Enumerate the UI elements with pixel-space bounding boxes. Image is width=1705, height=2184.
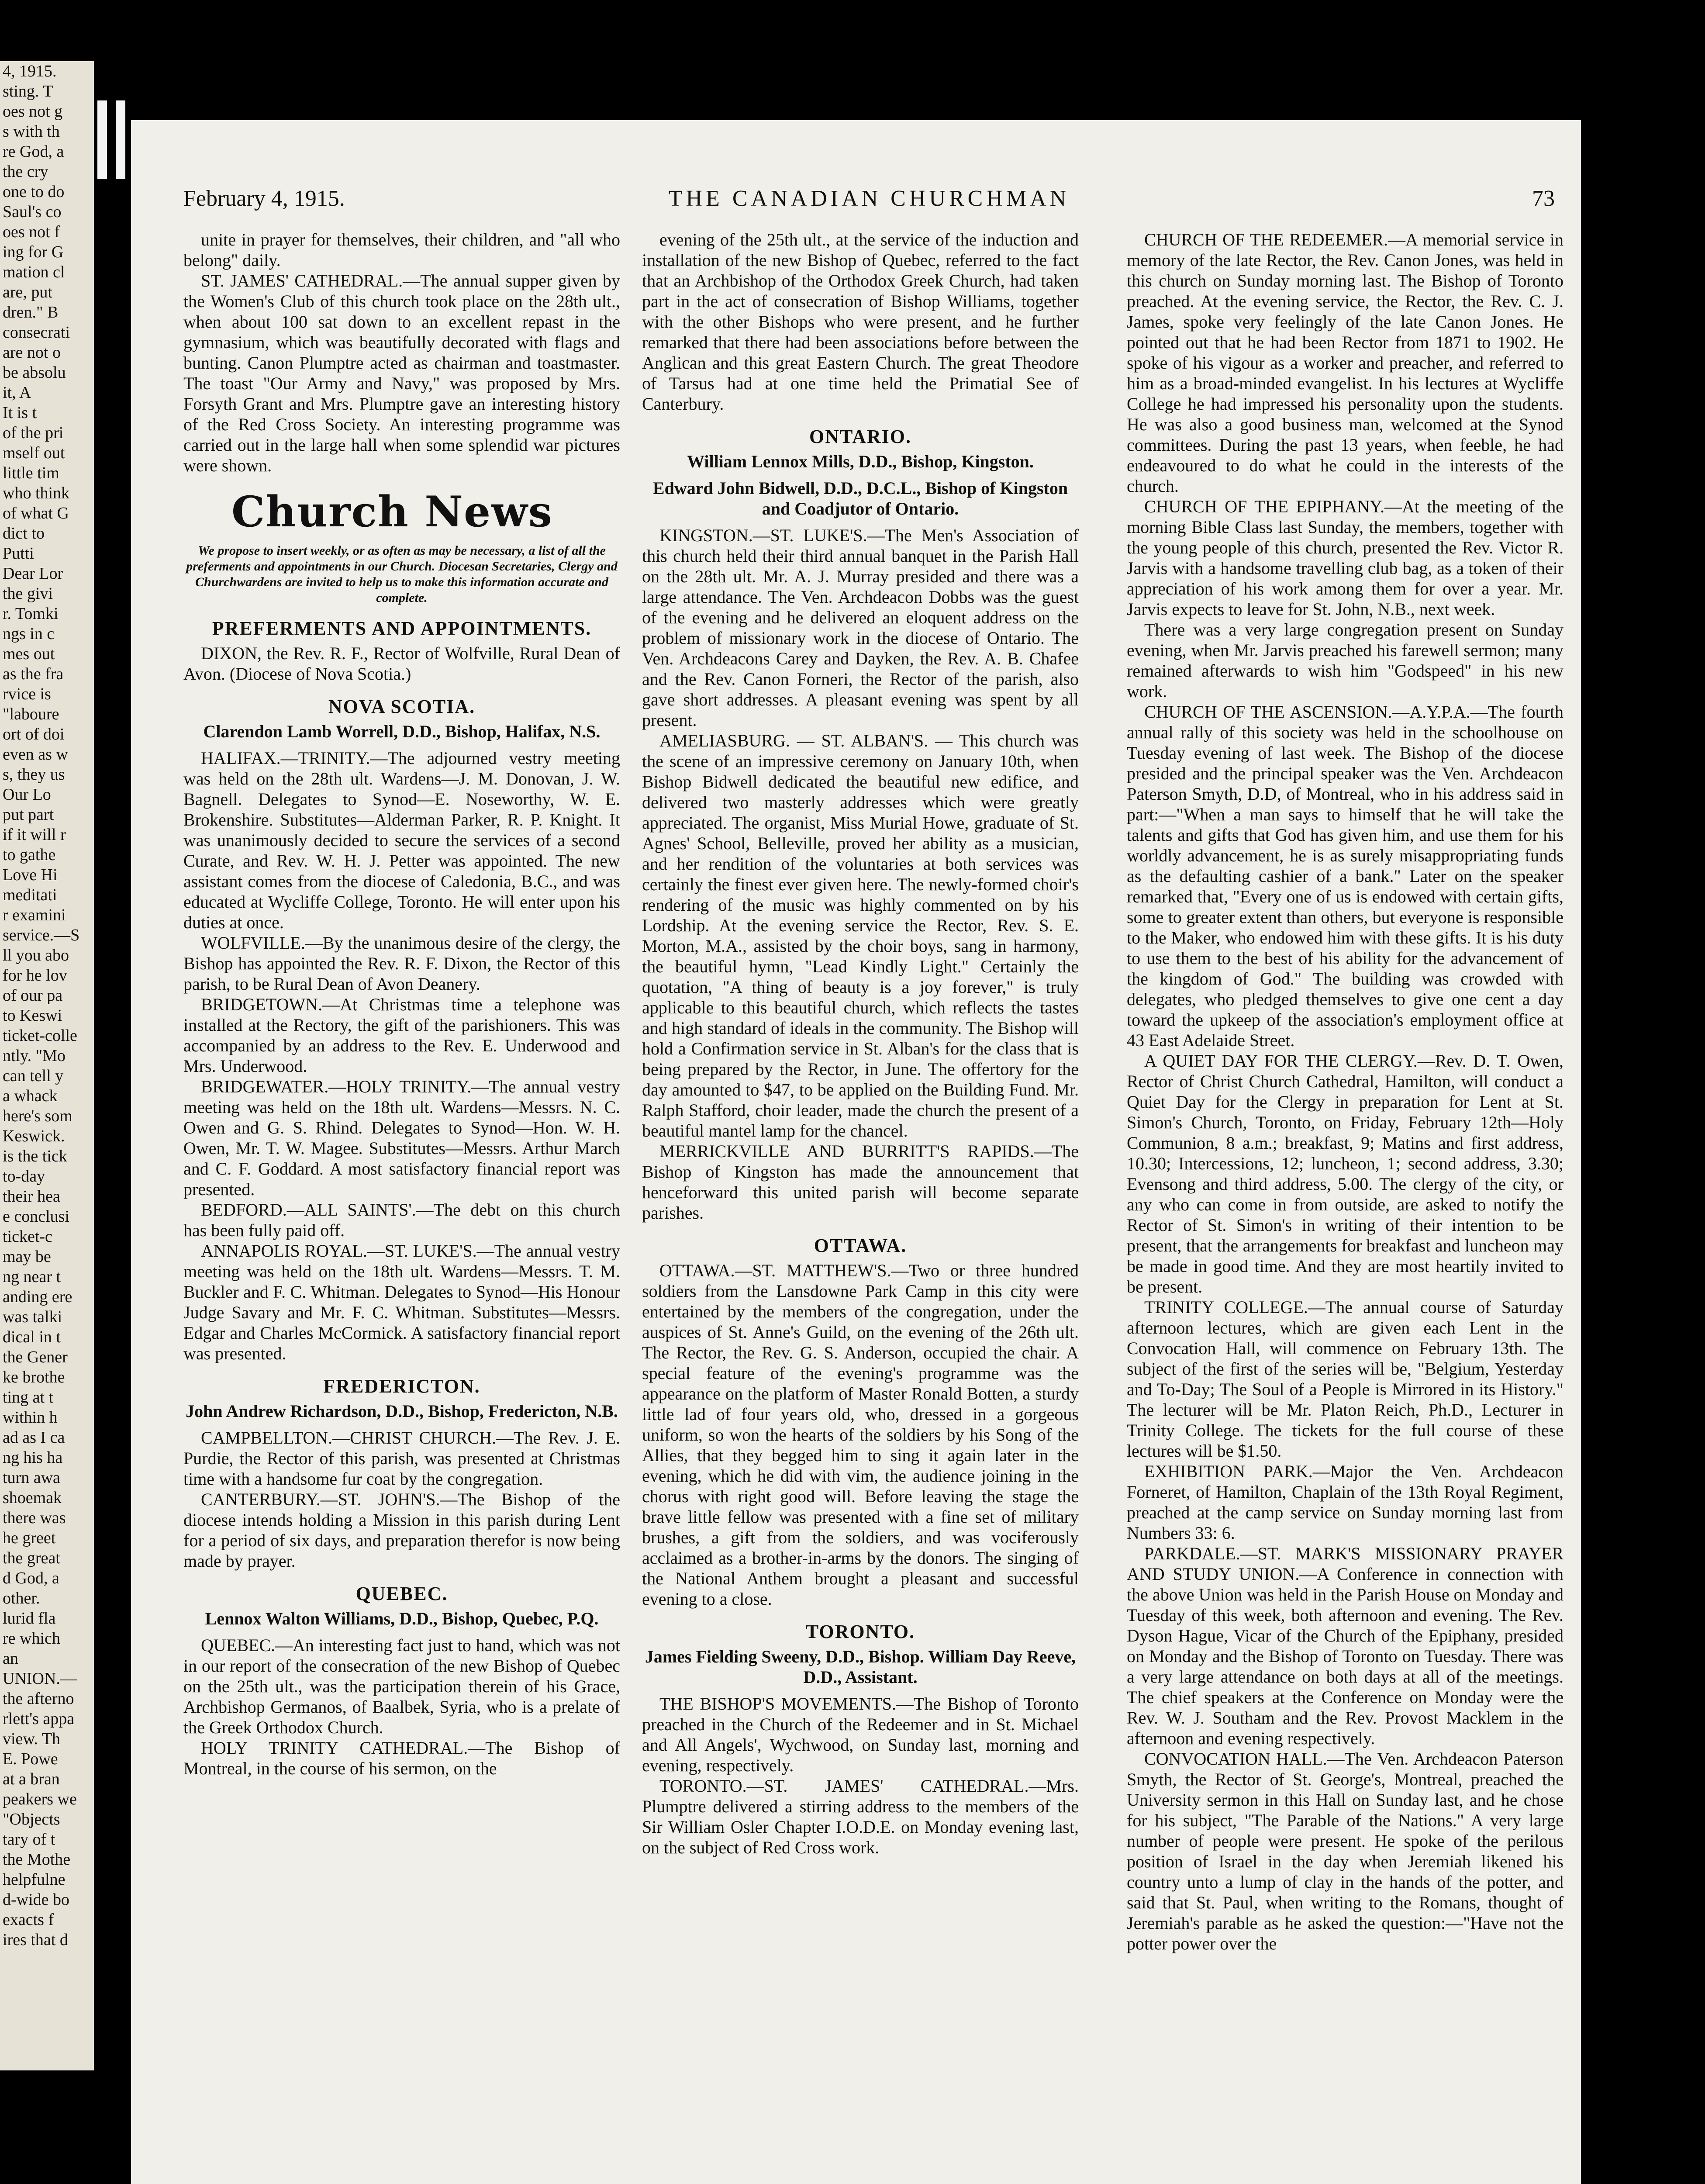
previous-page-line: r. Tomki	[3, 605, 59, 623]
previous-page-line: view. Th	[3, 1730, 60, 1748]
article-paragraph: BEDFORD.—ALL SAINTS'.—The debt on this church has been fully paid off.	[183, 1200, 620, 1240]
previous-page-line: ires that d	[3, 1931, 68, 1949]
previous-page-line: little tim	[3, 464, 59, 482]
previous-page-line: "laboure	[3, 705, 59, 723]
previous-page-line: for he lov	[3, 966, 67, 985]
page-header	[183, 186, 1555, 221]
previous-page-line: Putti	[3, 544, 34, 563]
article-paragraph: EXHIBITION PARK.—Major the Ven. Archdeacon Forneret, of Hamilton, Chaplain of the 13th Royal Regiment, preached at the camp service on Sunday morning last from Numbers 33: 6.	[1127, 1462, 1563, 1543]
previous-page-line: ad as I ca	[3, 1428, 65, 1447]
previous-page-line: can tell y	[3, 1067, 64, 1085]
previous-page-line: anding ere	[3, 1288, 72, 1306]
previous-page-line: Love Hi	[3, 866, 58, 884]
previous-page-line: tary of t	[3, 1830, 55, 1849]
article-paragraph: OTTAWA.—ST. MATTHEW'S.—Two or three hundred soldiers from the Lansdowne Park Camp in this city were entertained by the members of the congregation, under the auspices of St. Anne's Guild, on the evening of the 26th ult. The Rector, the Rev. G. S. Anderson, occupied the chair. A special feature of the evening's programme was the appearance on the platform of Master Ronald Botten, a sturdy little lad of four years old, who, dressed in a gorgeous uniform, so won the hearts of the soldiers by his Song of the Allies, that they begged him to sing it again later in the evening, which he did with vim, the audience joining in the chorus with right good will. Before leaving the stage the brave little fellow was presented with a fine set of military brushes, a gift from the soldiers, and was vociferously acclaimed as a brother-in-arms by the donors. The singing of the National Anthem brought a pleasant and successful evening to a close.	[642, 1261, 1079, 1609]
article-paragraph: A QUIET DAY FOR THE CLERGY.—Rev. D. T. Owen, Rector of Christ Church Cathedral, Hamilton, will conduct a Quiet Day for the Clergy in preparation for Lent at St. Simon's Church, Toronto, on Friday, February 12th—Holy Communion, 8 a.m.; breakfast, 9; Matins and first address, 10.30; Intercessions, 12; luncheon, 1; second address, 3.30; Evensong and third address, 5.00. The clergy of the city, or any who can come in from outside, are asked to notify the Rector of St. Simon's in writing of their intention to be present, that the arrangements for breakfast and luncheon may be made in good time. And they are most heartily invited to be present.	[1127, 1051, 1563, 1296]
column-3	[1127, 229, 1563, 1954]
previous-page-line: service.—S	[3, 926, 80, 944]
bishop-line: James Fielding Sweeny, D.D., Bishop. William Day Reeve, D.D., Assistant.	[645, 1647, 1076, 1687]
previous-page-line: a whack	[3, 1087, 58, 1105]
article-paragraph: TORONTO.—ST. JAMES' CATHEDRAL.—Mrs. Plumptre delivered a stirring address to the members of the Sir William Osler Chapter I.O.D.E. on Monday evening last, on the subject of Red Cross work.	[642, 1776, 1079, 1857]
previous-page-line: oes not g	[3, 102, 63, 121]
bishop-line: Clarendon Lamb Worrell, D.D., Bishop, Halifax, N.S.	[203, 722, 601, 741]
previous-page-line: may be	[3, 1248, 51, 1266]
article-paragraph: CANTERBURY.—ST. JOHN'S.—The Bishop of the diocese intends holding a Mission in this parish during Lent for a period of six days, and preparation therefor is now being made by prayer.	[183, 1489, 620, 1571]
section-heading: TORONTO.	[805, 1621, 915, 1642]
previous-page-line: the afterno	[3, 1690, 74, 1708]
previous-page-line: if it will r	[3, 826, 66, 844]
article-paragraph: HALIFAX.—TRINITY.—The adjourned vestry meeting was held on the 28th ult. Wardens—J. M. Donovan, J. W. Bagnell. Delegates to Synod—E. Noseworthy, W. E. Brokenshire. Substitutes—Alderman Parker, R. P. Knight. It was unanimously decided to secure the services of a second Curate, and Rev. W. H. J. Petter was appointed. The new assistant comes from the diocese of Caledonia, B.C., and was educated at Wycliffe College, Toronto. He will enter upon his duties at once.	[183, 748, 620, 932]
previous-page-line: dren." B	[3, 303, 59, 321]
previous-page-line: to Keswi	[3, 1006, 62, 1025]
previous-page-line: who think	[3, 484, 70, 502]
bishop-line: Edward John Bidwell, D.D., D.C.L., Bishop of Kingston and Coadjutor of Ontario.	[652, 478, 1068, 518]
previous-page-line: dict to	[3, 524, 45, 543]
previous-page-line: d God, a	[3, 1569, 59, 1587]
bishop-line: William Lennox Mills, D.D., Bishop, Kingston.	[687, 452, 1034, 471]
previous-page-line: turn awa	[3, 1469, 60, 1487]
previous-page-line: d-wide bo	[3, 1890, 70, 1909]
previous-page-line: ng his ha	[3, 1448, 63, 1467]
article-paragraph: CONVOCATION HALL.—The Ven. Archdeacon Paterson Smyth, the Rector of St. George's, Montreal, preached the University sermon in this Hall on Sunday last, and he chose for his subject, "The Parable of the Nations." A very large number of people were present. He spoke of the perilous position of Israel in the day when Jeremiah likened his country unto a lump of clay in the hands of the potter, and said that St. Paul, when writing to the Romans, thought of Jeremiah's parable as he asked the question:—"Have not the potter power over the	[1127, 1749, 1563, 1953]
binding-mark	[116, 100, 125, 179]
previous-page-line: 4, 1915.	[3, 62, 57, 80]
previous-page-line: he greet	[3, 1529, 56, 1547]
previous-page-line: It is t	[3, 404, 37, 422]
publication-title: THE CANADIAN CHURCHMAN	[668, 186, 1070, 211]
previous-page-line: s, they us	[3, 765, 65, 784]
previous-page-line: their hea	[3, 1187, 60, 1206]
previous-page-line: ort of doi	[3, 725, 65, 743]
binding-mark	[97, 100, 107, 179]
article-paragraph: AMELIASBURG. — ST. ALBAN'S. — This church was the scene of an impressive ceremony on January 10th, when Bishop Bidwell dedicated the beautiful new edifice, and delivered two masterly addresses which were greatly appreciated. The organist, Miss Murial Howe, graduate of St. Agnes' School, Belleville, proved her ability as a musician, and her rendition of the voluntaries at both services was certainly the finest ever given here. The newly-formed choir's rendering of the music was highly commented on by his Lordship. At the evening service the Rector, Rev. S. E. Morton, M.A., assisted by the choir boys, sang in harmony, the beautiful hymn, "Lead Kindly Light." Certainly the quotation, "A thing of beauty is a joy forever," is truly applicable to this beautiful church, which reflects the tastes and high standard of ideals in the community. The Bishop will hold a Confirmation service in St. Alban's for the class that is being prepared by the Rector, in June. The offertory for the day amounted to $47, to be applied on the Building Fund. Mr. Ralph Stafford, choir leader, made the church the present of a beautiful mantel lamp for the chancel.	[642, 731, 1079, 1140]
previous-page-line: s with th	[3, 122, 60, 141]
previous-page-line: ngs in c	[3, 625, 55, 643]
previous-page-line: sting. T	[3, 82, 53, 100]
previous-page-line: re which	[3, 1629, 60, 1648]
previous-page-line: dical in t	[3, 1328, 61, 1346]
previous-page-line: mself out	[3, 444, 65, 462]
article-paragraph: BRIDGETOWN.—At Christmas time a telephone was installed at the Rectory, the gift of the parishioners. This was accompanied by an address to the Rev. E. Underwood and Mrs. Underwood.	[183, 995, 620, 1076]
church-news-masthead: Church News	[231, 487, 553, 536]
previous-page-line: ke brothe	[3, 1368, 65, 1386]
section-heading: OTTAWA.	[814, 1235, 907, 1256]
previous-page-line: helpfulne	[3, 1870, 66, 1889]
previous-page-line: e conclusi	[3, 1207, 70, 1226]
previous-page-line: of what G	[3, 504, 69, 522]
article-paragraph: There was a very large congregation present on Sunday evening, when Mr. Jarvis preached his farewell sermon; many remained afterwards to wish him "Godspeed" in his new work.	[1127, 620, 1563, 701]
previous-page-line: one to do	[3, 183, 65, 201]
previous-page-line: to-day	[3, 1167, 45, 1185]
previous-page-line: ing for G	[3, 243, 64, 261]
previous-page-line: an	[3, 1649, 18, 1668]
previous-page-line: here's som	[3, 1107, 72, 1125]
previous-page-line: meditati	[3, 886, 57, 904]
previous-page-line: other.	[3, 1589, 40, 1607]
previous-page-line: put part	[3, 805, 54, 824]
previous-page-line: Our Lo	[3, 785, 51, 804]
previous-page-line: of the pri	[3, 424, 64, 442]
column-1	[183, 229, 620, 1779]
page-gutter	[94, 0, 131, 2184]
article-paragraph: evening of the 25th ult., at the service of the induction and installation of the new Bishop of Quebec, referred to the fact that an Archbishop of the Orthodox Greek Church, had taken part in the act of consecration of Bishop Williams, together with the other Bishops who were present, and he further remarked that there had been associations before between the Anglican and this great Eastern Church. The great Theodore of Tarsus had at one time held the Primatial See of Canterbury.	[642, 230, 1079, 414]
previous-page-line: ting at t	[3, 1388, 54, 1406]
previous-page-line: as the fra	[3, 665, 64, 683]
article-paragraph: MERRICKVILLE AND BURRITT'S RAPIDS.—The Bishop of Kingston has made the announcement that henceforward this united parish will become separate parishes.	[642, 1141, 1079, 1223]
previous-page-line: mation cl	[3, 263, 65, 281]
article-paragraph: DIXON, the Rev. R. F., Rector of Wolfville, Rural Dean of Avon. (Diocese of Nova Scotia.)	[183, 643, 620, 684]
previous-page-line: it, A	[3, 384, 31, 402]
previous-page-line: are not o	[3, 343, 61, 362]
previous-page-line: rlett's appa	[3, 1710, 75, 1728]
editorial-notice: We propose to insert weekly, or as often as may be necessary, a list of all the preferments and appointments in our Church. Diocesan Secretaries, Clergy and Churchwardens are invited to help us to make this information accurate and complete.	[186, 543, 618, 605]
article-paragraph: CHURCH OF THE ASCENSION.—A.Y.P.A.—The fourth annual rally of this society was held in the schoolhouse on Tuesday evening of last week. The Bishop of the diocese presided and the principal speaker was the Ven. Archdeacon Paterson Smyth, D.D, of Montreal, who in his address said in part:—"When a man says to himself that he will take the talents and gifts that God has given him, and use them for his worldly advancement, he is as surely misappropriating funds as the defaulting cashier of a bank." Later on the speaker remarked that, "Every one of us is endowed with certain gifts, some to greater extent than others, but everyone is responsible to the Maker, who endowed him with these gifts. It is his duty to use them to the best of his ability for the advancement of the kingdom of God." The building was crowded with delegates, who pledged themselves to give one cent a day toward the upkeep of the association's employment office at 43 East Adelaide Street.	[1127, 702, 1563, 1050]
previous-page-line: ll you abo	[3, 946, 69, 964]
article-paragraph: TRINITY COLLEGE.—The annual course of Saturday afternoon lectures, which are given each Lent in the Convocation Hall, will commence on February 13th. The subject of the first of the series will be, "Belgium, Yesterday and To-Day; The Soul of a People is Mirrored in its History." The lecturer will be Mr. Platon Reich, Ph.D., Lecturer in Trinity College. The tickets for the full course of these lectures will be $1.50.	[1127, 1297, 1563, 1461]
article-paragraph: CAMPBELLTON.—CHRIST CHURCH.—The Rev. J. E. Purdie, the Rector of this parish, was presented at Christmas time with a handsome fur coat by the congregation.	[183, 1428, 620, 1489]
previous-page-line: within h	[3, 1408, 58, 1427]
previous-page-line: the givi	[3, 584, 53, 603]
article-paragraph: ST. JAMES' CATHEDRAL.—The annual supper given by the Women's Club of this church took place on the 28th ult., when about 100 sat down to an excellent repast in the gymnasium, which was beautifully decorated with flags and bunting. Canon Plumptre acted as chairman and toastmaster. The toast "Our Army and Navy," was proposed by Mrs. Forsyth Grant and Mrs. Plumptre gave an interesting history of the Red Cross Society. An interesting programme was carried out in the large hall when some splendid war pictures were shown.	[183, 271, 620, 475]
previous-page-line: was talki	[3, 1308, 62, 1326]
article-paragraph: KINGSTON.—ST. LUKE'S.—The Men's Association of this church held their third annual banquet in the Parish Hall on the 28th ult. Mr. A. J. Murray presided and there was a large attendance. The Ven. Archdeacon Dobbs was the guest of the evening and he delivered an eloquent address on the problem of missionary work in the diocese of Ontario. The Ven. Archdeacons Carey and Dayken, the Rev. A. B. Chafee and the Rev. Canon Forneri, the Rector of the parish, also gave short addresses. A pleasant evening was spent by all present.	[642, 525, 1079, 730]
previous-page-line: ntly. "Mo	[3, 1047, 66, 1065]
previous-page-line: the great	[3, 1549, 60, 1567]
previous-page-line: oes not f	[3, 223, 60, 241]
previous-page-line: there was	[3, 1509, 66, 1527]
previous-page-line: of our pa	[3, 986, 63, 1005]
previous-page-line: ticket-colle	[3, 1026, 77, 1045]
previous-page-line: exacts f	[3, 1911, 54, 1929]
section-heading: NOVA SCOTIA.	[328, 696, 476, 717]
article-paragraph: BRIDGEWATER.—HOLY TRINITY.—The annual vestry meeting was held on the 18th ult. Wardens—Messrs. N. C. Owen and G. S. Rhind. Delegates to Synod—Hon. W. H. Owen, Mr. T. W. Magee. Substitutes—Messrs. Arthur March and C. F. Goddard. A most satisfactory financial report was presented.	[183, 1077, 620, 1199]
previous-page-fragment	[0, 61, 94, 2070]
previous-page-line: Keswick.	[3, 1127, 65, 1145]
previous-page-line: r examini	[3, 906, 66, 924]
previous-page-line: re God, a	[3, 142, 64, 161]
previous-page-line: lurid fla	[3, 1609, 56, 1628]
section-heading: PREFERMENTS AND APPOINTMENTS.	[212, 618, 592, 639]
previous-page-line: the cry	[3, 162, 48, 181]
page-number: 73	[1532, 186, 1555, 211]
previous-page-line: "Objects	[3, 1810, 60, 1828]
previous-page-line: shoemak	[3, 1489, 62, 1507]
issue-date: February 4, 1915.	[183, 186, 345, 211]
previous-page-line: ticket-c	[3, 1227, 52, 1246]
previous-page-line: Saul's co	[3, 203, 62, 221]
previous-page-line: to gathe	[3, 846, 56, 864]
article-paragraph: CHURCH OF THE REDEEMER.—A memorial service in memory of the late Rector, the Rev. Canon Jones, was held in this church on Sunday morning last. The Bishop of Toronto preached. At the evening service, the Rector, the Rev. C. J. James, spoke very feelingly of the late Canon Jones. He pointed out that he had been Rector from 1871 to 1902. He spoke of his vigour as a worker and preacher, and referred to him as a broad-minded evangelist. In his lectures at Wycliffe College he had impressed his personality upon the students. He was also a good business man, welcomed at the Synod committees. During the past 13 years, when feeble, he had endeavoured to do what he could in the interests of the church.	[1127, 230, 1563, 496]
section-heading: ONTARIO.	[809, 426, 911, 447]
bishop-line: Lennox Walton Williams, D.D., Bishop, Quebec, P.Q.	[205, 1609, 599, 1628]
article-paragraph: THE BISHOP'S MOVEMENTS.—The Bishop of Toronto preached in the Church of the Redeemer and in St. Michael and All Angels', Wychwood, on Sunday last, morning and evening, respectively.	[642, 1694, 1079, 1775]
previous-page-line: UNION.—	[3, 1669, 77, 1688]
previous-page-line: at a bran	[3, 1770, 60, 1788]
newspaper-page	[131, 120, 1581, 2184]
column-2	[642, 229, 1079, 1858]
article-paragraph: QUEBEC.—An interesting fact just to hand, which was not in our report of the consecration of the new Bishop of Quebec on the 25th ult., was the participation therein of his Grace, Archbishop Germanos, of Baalbek, Syria, who is a prelate of the Greek Orthodox Church.	[183, 1635, 620, 1737]
article-paragraph: CHURCH OF THE EPIPHANY.—At the meeting of the morning Bible Class last Sunday, the members, together with the young people of this church, presented the Rev. Victor R. Jarvis with a handsome travelling club bag, as a token of their appreciation of his work among them for over a year. Mr. Jarvis expects to leave for St. John, N.B., next week.	[1127, 497, 1563, 619]
previous-page-line: is the tick	[3, 1147, 67, 1165]
previous-page-line: even as w	[3, 745, 68, 764]
article-paragraph: PARKDALE.—ST. MARK'S MISSIONARY PRAYER AND STUDY UNION.—A Conference in connection with the above Union was held in the Parish House on Monday and Tuesday of this week, both afternoon and evening. The Rev. Dyson Hague, Vicar of the Church of the Epiphany, presided on Monday and the Bishop of Toronto on Tuesday. There was a very large attendance on both days at all of the meetings. The chief speakers at the Conference on Monday were the Rev. W. J. Southam and the Rev. Provost Macklem in the afternoon and evening respectively.	[1127, 1544, 1563, 1748]
previous-page-line: consecrati	[3, 323, 70, 342]
previous-page-line: be absolu	[3, 363, 66, 382]
previous-page-line: the Gener	[3, 1348, 68, 1366]
previous-page-line: mes out	[3, 645, 55, 663]
previous-page-line: Dear Lor	[3, 564, 63, 583]
previous-page-line: the Mothe	[3, 1850, 71, 1869]
previous-page-line: E. Powe	[3, 1750, 58, 1768]
article-paragraph: ANNAPOLIS ROYAL.—ST. LUKE'S.—The annual vestry meeting was held on the 18th ult. Wardens—Messrs. T. M. Buckler and F. C. Whitman. Delegates to Synod—His Honour Judge Savary and Mr. F. C. Whitman. Substitutes—Messrs. Edgar and Charles McCormick. A satisfactory financial report was presented.	[183, 1241, 620, 1363]
bishop-line: John Andrew Richardson, D.D., Bishop, Fredericton, N.B.	[186, 1401, 618, 1421]
previous-page-line: are, put	[3, 283, 52, 301]
article-paragraph: WOLFVILLE.—By the unanimous desire of the clergy, the Bishop has appointed the Rev. R. F. Dixon, the Rector of this parish, to be Rural Dean of Avon Deanery.	[183, 933, 620, 994]
section-heading: QUEBEC.	[355, 1583, 448, 1604]
section-heading: FREDERICTON.	[323, 1375, 480, 1397]
article-paragraph: unite in prayer for themselves, their children, and "all who belong" daily.	[183, 230, 620, 270]
article-paragraph: HOLY TRINITY CATHEDRAL.—The Bishop of Montreal, in the course of his sermon, on the	[183, 1738, 620, 1778]
previous-page-line: peakers we	[3, 1790, 77, 1808]
previous-page-line: ng near t	[3, 1268, 61, 1286]
previous-page-line: rvice is	[3, 685, 51, 703]
